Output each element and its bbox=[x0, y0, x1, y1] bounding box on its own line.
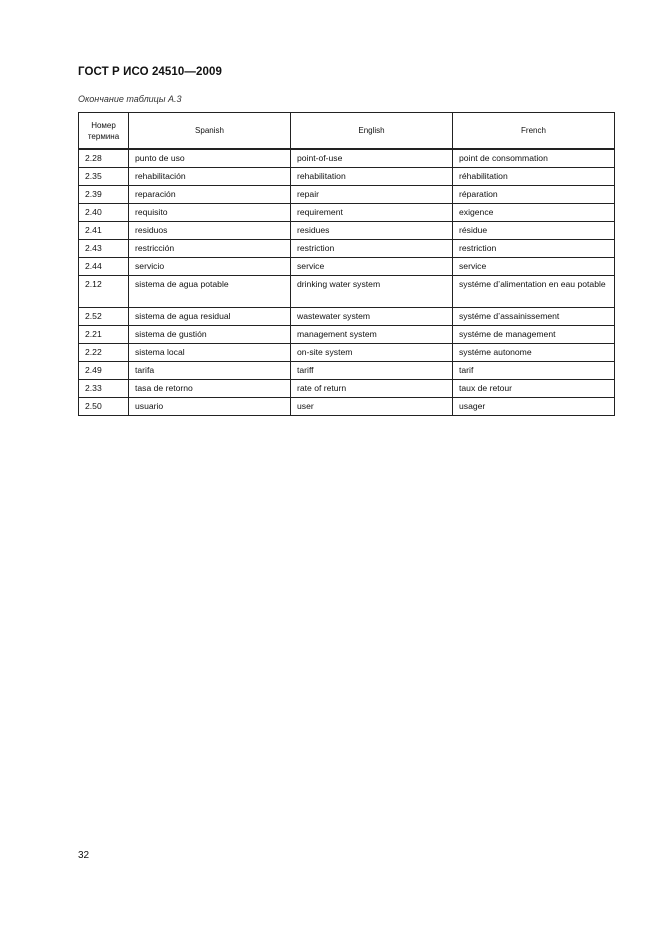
term-number: 2.21 bbox=[79, 326, 129, 344]
term-english: tariff bbox=[291, 362, 453, 380]
term-number: 2.35 bbox=[79, 168, 129, 186]
term-french: service bbox=[453, 258, 615, 276]
term-spanish: residuos bbox=[129, 222, 291, 240]
table-row bbox=[79, 362, 615, 380]
table-row bbox=[79, 276, 615, 308]
table-row bbox=[79, 380, 615, 398]
term-spanish: usuario bbox=[129, 398, 291, 416]
term-english: service bbox=[291, 258, 453, 276]
term-french: usager bbox=[453, 398, 615, 416]
term-french: restriction bbox=[453, 240, 615, 258]
table-row bbox=[79, 149, 615, 168]
table-row bbox=[79, 204, 615, 222]
term-spanish: sistema de agua potable bbox=[129, 276, 291, 308]
term-spanish: restricción bbox=[129, 240, 291, 258]
term-spanish: servicio bbox=[129, 258, 291, 276]
term-french: réhabilitation bbox=[453, 168, 615, 186]
term-number: 2.49 bbox=[79, 362, 129, 380]
term-spanish: tasa de retorno bbox=[129, 380, 291, 398]
term-spanish: punto de uso bbox=[129, 149, 291, 168]
table-row bbox=[79, 326, 615, 344]
term-french: tarif bbox=[453, 362, 615, 380]
term-spanish: sistema local bbox=[129, 344, 291, 362]
term-english: user bbox=[291, 398, 453, 416]
term-french: réparation bbox=[453, 186, 615, 204]
term-number: 2.40 bbox=[79, 204, 129, 222]
term-english: residues bbox=[291, 222, 453, 240]
term-english: point-of-use bbox=[291, 149, 453, 168]
term-french: exigence bbox=[453, 204, 615, 222]
page-number: 32 bbox=[78, 850, 90, 861]
terms-table bbox=[78, 112, 615, 416]
column-header-english: English bbox=[291, 113, 453, 150]
term-number: 2.50 bbox=[79, 398, 129, 416]
term-number: 2.41 bbox=[79, 222, 129, 240]
term-french: systéme d’assainissement bbox=[453, 308, 615, 326]
term-english: on-site system bbox=[291, 344, 453, 362]
table-header-row bbox=[79, 113, 615, 150]
term-spanish: sistema de agua residual bbox=[129, 308, 291, 326]
term-french: systéme de management bbox=[453, 326, 615, 344]
term-english: restriction bbox=[291, 240, 453, 258]
term-number: 2.52 bbox=[79, 308, 129, 326]
table-row bbox=[79, 344, 615, 362]
table-row bbox=[79, 186, 615, 204]
table-row bbox=[79, 258, 615, 276]
term-english: repair bbox=[291, 186, 453, 204]
term-french: systéme d’alimentation en eau potable bbox=[453, 276, 615, 308]
document-header: ГОСТ Р ИСО 24510—2009 bbox=[78, 66, 223, 78]
column-header-spanish: Spanish bbox=[129, 113, 291, 150]
term-spanish: reparación bbox=[129, 186, 291, 204]
table-row bbox=[79, 168, 615, 186]
term-number: 2.12 bbox=[79, 276, 129, 308]
term-spanish: tarifa bbox=[129, 362, 291, 380]
term-english: wastewater system bbox=[291, 308, 453, 326]
term-number: 2.43 bbox=[79, 240, 129, 258]
term-french: systéme autonome bbox=[453, 344, 615, 362]
term-french: résidue bbox=[453, 222, 615, 240]
term-english: requirement bbox=[291, 204, 453, 222]
table-caption: Окончание таблицы А.3 bbox=[78, 94, 182, 104]
term-number: 2.33 bbox=[79, 380, 129, 398]
term-spanish: requisito bbox=[129, 204, 291, 222]
term-number: 2.39 bbox=[79, 186, 129, 204]
column-header-number: Номер термина bbox=[79, 113, 129, 150]
term-english: rehabilitation bbox=[291, 168, 453, 186]
table-row bbox=[79, 308, 615, 326]
term-english: management system bbox=[291, 326, 453, 344]
table-row bbox=[79, 398, 615, 416]
term-french: point de consommation bbox=[453, 149, 615, 168]
table-row bbox=[79, 240, 615, 258]
term-number: 2.44 bbox=[79, 258, 129, 276]
term-spanish: rehabilitación bbox=[129, 168, 291, 186]
term-number: 2.22 bbox=[79, 344, 129, 362]
term-english: rate of return bbox=[291, 380, 453, 398]
column-header-french: French bbox=[453, 113, 615, 150]
term-number: 2.28 bbox=[79, 149, 129, 168]
term-french: taux de retour bbox=[453, 380, 615, 398]
term-spanish: sistema de gustión bbox=[129, 326, 291, 344]
term-english: drinking water system bbox=[291, 276, 453, 308]
table-row bbox=[79, 222, 615, 240]
